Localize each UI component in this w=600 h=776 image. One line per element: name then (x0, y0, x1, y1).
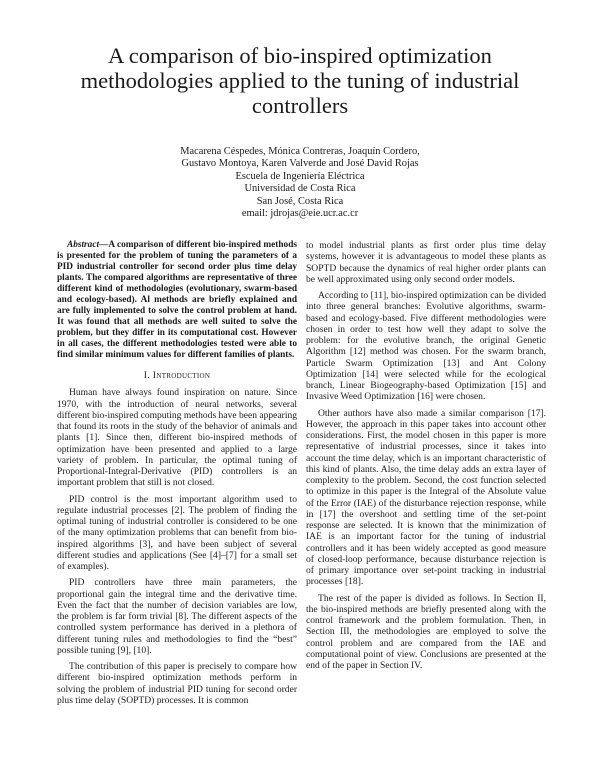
author-names-line-1: Macarena Céspedes, Mónica Contreras, Joaquín Cordero, (180, 146, 420, 157)
affiliation-city: San José, Costa Rica (256, 195, 344, 207)
abstract (57, 240, 297, 361)
title-line: methodologies applied to the tuning of industrial (80, 68, 520, 93)
abstract-text: —A comparison of different bio-inspired methods is presented for the problem of tuning the parameters of a PID industrial controller for second order plus time delay plants. The compared algorithms are representative of three different kind of methodologies (evolutionary, swarm-based and ecology-based). Al methods are briefly explained and are fully implemented to solve the control problem at hand. It was found that all methods are well suited to solve the problem, but they differ in its computational cost. However in all cases, the different methodologies tested were able to find similar minimum values for different families of plants. (57, 240, 297, 360)
intro-paragraph: The contribution of this paper is precisely to compare how different bio-inspired optimization methods perform in solving the problem of industrial PID tuning for second order plus time delay (SOPTD) processes. It is common (57, 661, 297, 706)
abstract-lead: Abstract (67, 240, 100, 250)
intro-paragraph: Human have always found inspiration on nature. Since 1970, with the introduction of neural networks, several different bio-inspired computing methods have been appearing that found its roots in the study of the behavior of animals and plants [1]. Since then, different bio-inspired methods of optimization have been presented and applied to a large variety of problem. In particular, the optimal tuning of Proportional-Integral-Derivative (PID) controllers is an important problem that still is not closed. (57, 387, 298, 489)
section-heading-introduction: I. Introduction (143, 370, 211, 381)
intro-paragraph-continued: to model industrial plants as first order plus time delay systems, however it is advantageous to model these plants as SOPTD because the dynamics of real higher order plants can be well approximated using only second order models. (306, 240, 546, 285)
right-column (306, 240, 546, 671)
author-names-line-2: Gustavo Montoya, Karen Valverde and José David Rojas (181, 158, 419, 170)
intro-paragraph: Other authors have also made a similar comparison [17]. However, the approach in this paper takes into account other considerations. First, the model chosen in this paper is more representative of industrial processes, since it takes into account the time delay, which is an important characteristic of this kind of plants. Also, the time delay adds an extra layer of complexity to the problem. Second, the cost function selected to optimize in this paper is the Integral of the Absolute value of the Error (IAE) of the disturbance rejection response, while in [17] the overshoot and settling time of the set-point response are selected. It is known that the minimization of IAE is an important factor for the tuning of industrial controllers and it has been widely accepted as good measure of closed-loop performance, because disturbance rejection is of primary importance over set-point tracking in industrial processes [18]. (306, 407, 546, 588)
paper-title (80, 43, 520, 118)
title-line: A comparison of bio-inspired optimization (108, 43, 492, 68)
intro-paragraph: The rest of the paper is divided as follows. In Section II, the bio-inspired methods are briefly presented along with the control framework and the problem formulation. Then, in Section III, the methodologies are employed to solve the control problem and are compared from the IAE and computational point of view. Conclusions are presented at the end of the paper in Section IV. (306, 592, 546, 671)
intro-paragraph: PID control is the most important algorithm used to regulate industrial processes [2]. The problem of finding the optimal tuning of industrial controller is considered to be one of the many optimization problems that can benefit from bio-inspired algorithms [3], and have been subject of several different studies and applications (See [4]–[7] for a small set of examples). (57, 493, 297, 572)
affiliation-school: Escuela de Ingeniería Eléctrica (235, 170, 365, 182)
affiliation-university: Universidad de Costa Rica (244, 183, 356, 195)
intro-paragraph: According to [11], bio-inspired optimization can be divided into three general branches: Evolutive algorithms, swarm-based and ecology-based. Five different methodologies were chosen in order to test how well they adapt to solve the problem: for the evolutive branch, the original Genetic Algorithm [12] method was chosen. For the swarm branch, Particle Swarm Optimization [13] and Ant Colony Optimization [14] were selected while for the ecological branch, Linear Biogeography-based Optimization [15] and Invasive Weed Optimization [16] were chosen. (306, 290, 546, 403)
author-block (120, 146, 480, 220)
left-column (57, 240, 297, 706)
title-line: controllers (251, 93, 349, 118)
intro-paragraph: PID controllers have three main parameters, the proportional gain the integral time and the derivative time. Even the fact that the number of decision variables are low, the problem is far form trivial [8]. The different aspects of the controlled system performance has derived in a plethora of different tuning rules and methodologies to find the “best” possible tuning [9], [10]. (57, 577, 297, 656)
author-email: email: jdrojas@eie.ucr.ac.cr (241, 208, 359, 220)
